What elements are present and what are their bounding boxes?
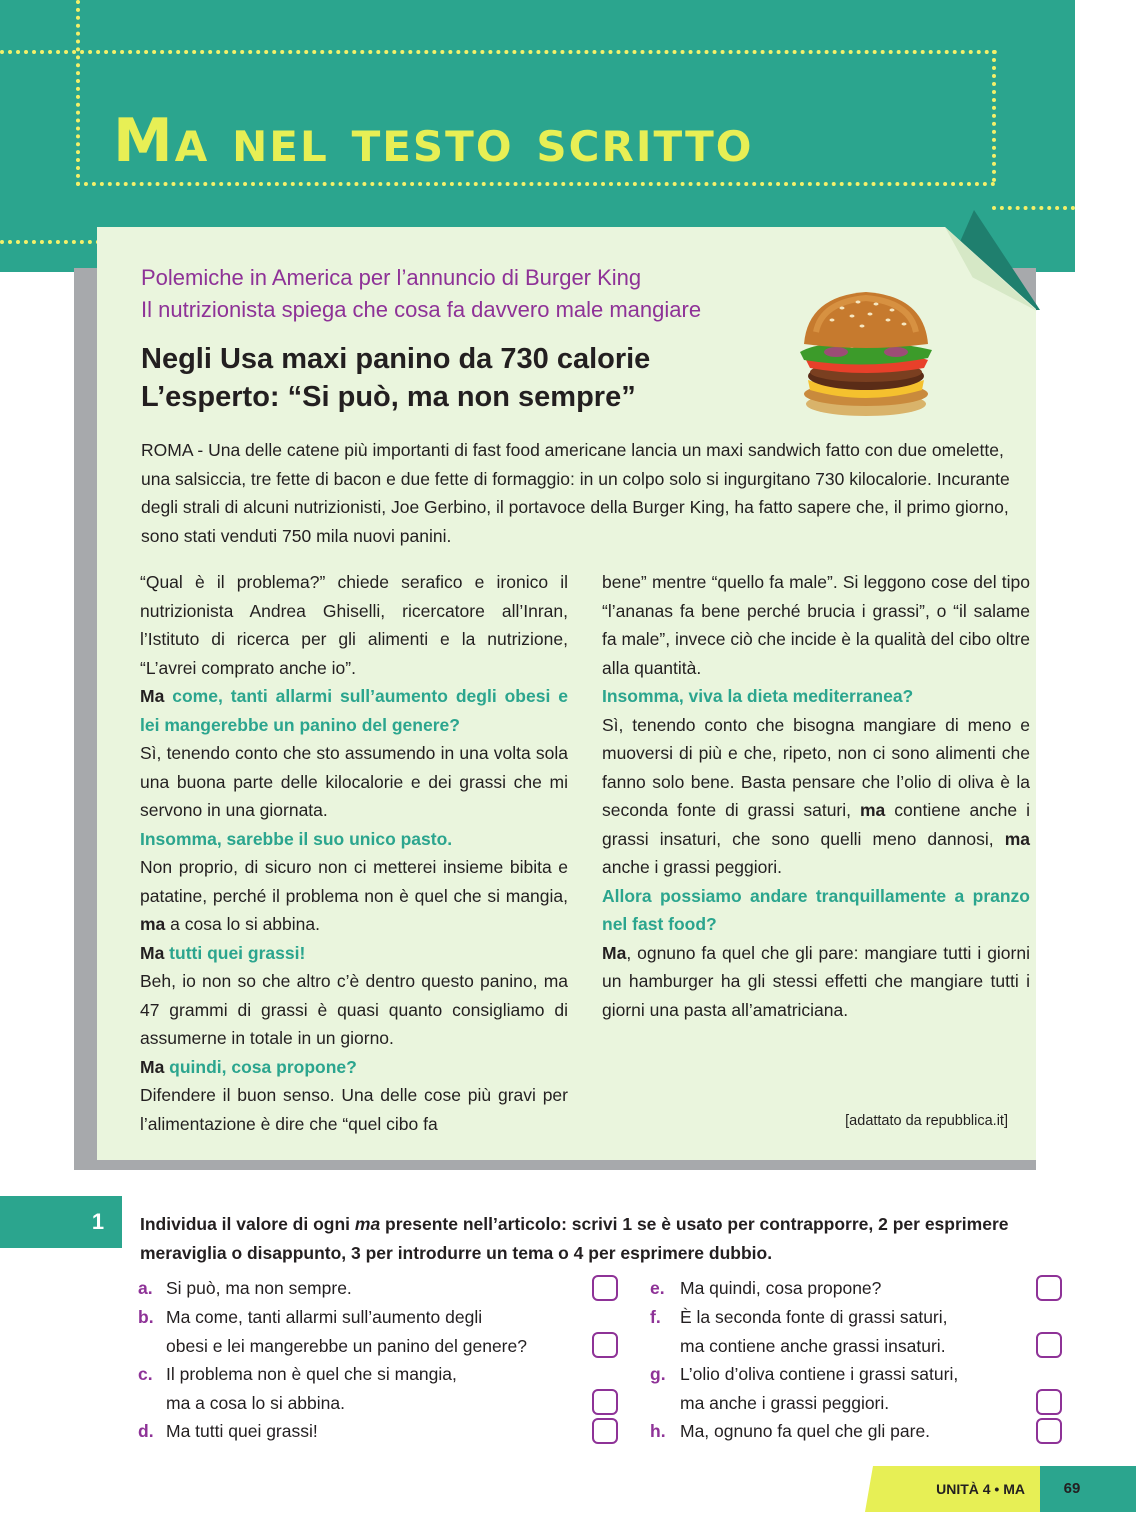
answer-box-e[interactable] [1036, 1275, 1062, 1301]
item-letter: g. [650, 1364, 666, 1384]
ma-word: Ma [602, 942, 627, 963]
item-text: ma anche i grassi peggiori. [680, 1392, 890, 1413]
answer: Sì, tenendo conto che sto assumendo in una volta sola una buona parte delle kilocalorie e dei grassi che mi servono in una giornata. [140, 743, 568, 820]
dotted-frame-top [0, 50, 998, 54]
item-letter: f. [650, 1307, 661, 1327]
exercise-item-h [650, 1417, 1030, 1446]
footer-unit-label: UNITÀ 4 • MA [936, 1481, 1025, 1497]
ma-word: ma [140, 914, 166, 934]
ma-word: Ma [140, 1056, 165, 1077]
item-letter: b. [138, 1307, 154, 1327]
article-lead: ROMA - Una delle catene più importanti di fast food americane lancia un maxi sandwich fatto con due omelette, una salsiccia, tre fette di bacon e due fette di formaggio: in un colpo solo si ingurgitano 730 kilocalorie. Incurante degli strali di alcuni nutrizionisti, Joe Gerbino, il portavoce della Burger King, ha fatto sapere che, il primo giorno, sono stati venduti 750 mila nuovi panini. [141, 440, 1010, 546]
answer-box-f[interactable] [1036, 1332, 1062, 1358]
answer: Difendere il buon senso. Una delle cose più gravi per l’alimentazione è dire che “quel cibo fa [140, 1085, 568, 1134]
item-text: ma contiene anche grassi insaturi. [680, 1335, 946, 1356]
answer: Beh, io non so che altro c’è dentro questo panino, ma 47 grammi di grassi è quasi quanto consigliamo di assumerne in totale in un giorno. [140, 971, 568, 1048]
source-credit: [adattato da repubblica.it] [845, 1113, 1008, 1129]
kicker-line-1: Polemiche in America per l’annuncio di Burger King [141, 265, 642, 290]
item-text: Il problema non è quel che si mangia, [166, 1364, 457, 1384]
question [140, 682, 568, 739]
item-text: Ma quindi, cosa propone? [680, 1278, 882, 1298]
instruction-keyword: ma [354, 1214, 381, 1234]
article-column-right [602, 568, 1030, 1024]
item-text: Si può, ma non sempre. [166, 1278, 352, 1298]
item-text: Ma, ognuno fa quel che gli pare. [680, 1421, 931, 1441]
paragraph: “Qual è il problema?” chiede serafico e ironico il nutrizionista Andrea Ghiselli, ricercatore all’Inran, l’Istituto di ricerca per gli alimenti e la nutrizione, “L’avrei comprato anche io”. [140, 572, 568, 678]
answer-text: Non proprio, di sicuro non ci metterei insieme bibita e patatine, perché il problema non è quel che si mangia, [140, 857, 568, 906]
item-letter: h. [650, 1421, 666, 1441]
exercise-number: 1 [91, 1209, 105, 1234]
answer-text: , ognuno fa quel che gli pare: mangiare tutti i giorni un hamburger ha gli stessi effetti che mangiare tutti i giorni una pasta all’amatriciana. [602, 942, 1030, 1020]
answer-text: a cosa lo si abbina. [165, 914, 320, 934]
item-letter: e. [650, 1278, 665, 1298]
headline-line-2: L’esperto: “Si può, ma non sempre” [141, 381, 636, 413]
exercise-instruction [140, 1210, 1040, 1267]
exercise-item-g [650, 1360, 1030, 1418]
item-letter: a. [138, 1278, 153, 1298]
dotted-line-lower-right [992, 206, 1075, 210]
item-text: È la seconda fonte di grassi saturi, [680, 1307, 948, 1327]
instruction-text: presente nell’articolo: scrivi 1 se è usato per contrapporre, 2 per esprimere meraviglia o disappunto, 3 per introdurre un tema o 4 per esprimere dubbio. [140, 1214, 1009, 1263]
page-title: Ma nel testo scritto [113, 106, 754, 176]
answer-box-a[interactable] [592, 1275, 618, 1301]
answer-text: Sì, tenendo conto che bisogna mangiare di meno e muoversi di più e che, ripeto, non ci sono alimenti che fanno solo bene. Basta pensare che l’olio di oliva è la seconda fonte di grassi saturi, [602, 714, 1030, 820]
dotted-line-lower [0, 240, 100, 244]
question-text: tutti quei grassi! [164, 942, 306, 963]
question [140, 1053, 568, 1082]
question: Allora possiamo andare tranquillamente a pranzo nel fast food? [602, 885, 1030, 934]
answer-box-h[interactable] [1036, 1418, 1062, 1444]
answer-box-c[interactable] [592, 1389, 618, 1415]
item-text: L’olio d’oliva contiene i grassi saturi, [680, 1364, 959, 1384]
answer [602, 939, 1030, 1025]
item-text: ma a cosa lo si abbina. [166, 1392, 345, 1413]
question: Insomma, viva la dieta mediterranea? [602, 686, 914, 706]
answer [602, 711, 1030, 882]
exercise-item-c [138, 1360, 588, 1418]
exercise-item-a [138, 1274, 588, 1303]
headline-line-1: Negli Usa maxi panino da 730 calorie [141, 343, 651, 375]
answer-box-d[interactable] [592, 1418, 618, 1444]
item-letter: c. [138, 1364, 153, 1384]
ma-word: Ma [140, 942, 165, 963]
exercise-item-b [138, 1303, 588, 1361]
exercise-item-d [138, 1417, 588, 1446]
item-text: Ma come, tanti allarmi sull’aumento degli [166, 1307, 483, 1327]
ma-word: Ma [140, 686, 165, 706]
dotted-frame-right [992, 50, 996, 182]
exercise-item-f [650, 1303, 1030, 1361]
item-text: Ma tutti quei grassi! [166, 1421, 318, 1441]
answer-box-g[interactable] [1036, 1389, 1062, 1415]
question [140, 939, 568, 968]
instruction-text: Individua il valore di ogni [140, 1214, 355, 1234]
page-number: 69 [1063, 1480, 1081, 1497]
article-column-left [140, 568, 568, 1138]
answer-text: contiene anche i grassi insaturi, che sono quelli meno dannosi, [602, 800, 1030, 849]
item-text: obesi e lei mangerebbe un panino del genere? [166, 1335, 527, 1356]
ma-word: ma [1004, 828, 1030, 849]
answer-box-b[interactable] [592, 1332, 618, 1358]
question: Insomma, sarebbe il suo unico pasto. [140, 828, 453, 849]
answer [140, 853, 568, 939]
kicker-line-2: Il nutrizionista spiega che cosa fa davvero male mangiare [141, 297, 702, 322]
exercise-item-e [650, 1274, 1030, 1303]
item-letter: d. [138, 1421, 154, 1441]
paragraph: bene” mentre “quello fa male”. Si leggono cose del tipo “l’ananas fa bene perché brucia i grassi”, o “il salame fa male”, invece ciò che incide è la qualità del cibo oltre alla quantità. [602, 572, 1031, 678]
question-text: come, tanti allarmi sull’aumento degli obesi e lei mangerebbe un panino del genere? [140, 686, 568, 735]
burger-photo [792, 282, 940, 420]
question-text: quindi, cosa propone? [164, 1056, 357, 1077]
dotted-frame-left [76, 0, 80, 186]
answer-text: anche i grassi peggiori. [602, 857, 782, 877]
ma-word: ma [860, 800, 886, 820]
